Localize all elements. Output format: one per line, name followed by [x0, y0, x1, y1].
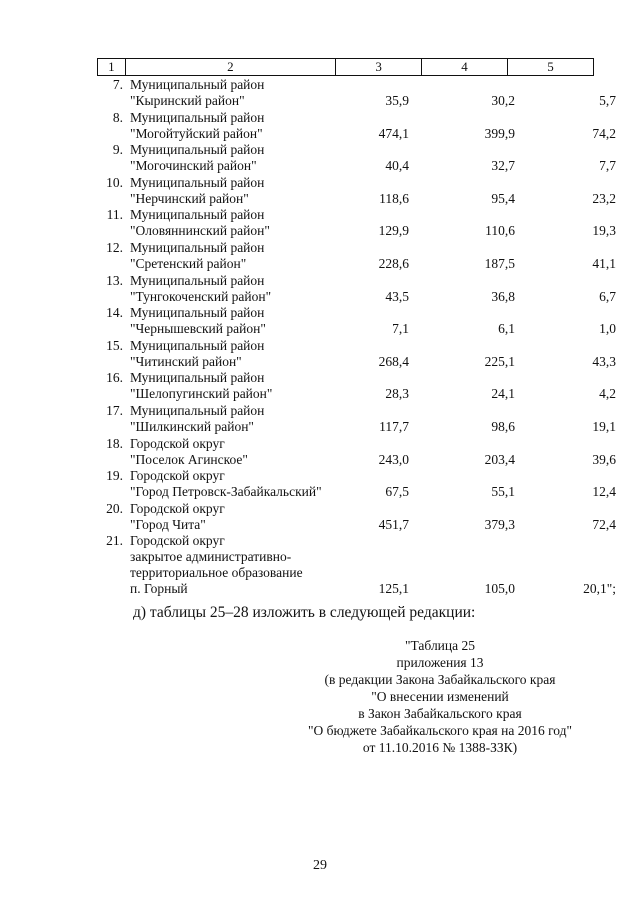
row-number: 21. — [106, 533, 123, 549]
municipality-name-line: Муниципальный район — [130, 142, 265, 158]
value-column-5: 23,2 — [592, 190, 616, 206]
value-column-3: 67,5 — [385, 484, 409, 500]
value-column-3: 268,4 — [378, 353, 409, 369]
table-row — [97, 77, 616, 110]
municipality-name-line: Муниципальный район — [130, 77, 265, 92]
value-column-4: 32,7 — [491, 158, 515, 174]
municipality-name-line: "Читинский район" — [130, 353, 242, 369]
table-row — [97, 435, 616, 469]
value-column-3: 118,6 — [379, 190, 409, 206]
value-column-3: 129,9 — [378, 223, 409, 239]
column-number-4: 4 — [422, 59, 508, 76]
caption-line: (в редакции Закона Забайкальского края — [324, 672, 556, 687]
municipality-name-line: Муниципальный район — [130, 207, 265, 223]
value-column-5: 12,4 — [592, 484, 616, 500]
value-column-4: 6,1 — [498, 321, 515, 337]
table-row — [97, 305, 616, 338]
value-column-3: 117,7 — [379, 418, 409, 434]
municipality-name-line: Муниципальный район — [130, 272, 265, 288]
row-number: 18. — [106, 435, 123, 451]
municipality-name-line: "Чернышевский район" — [130, 321, 266, 337]
row-number: 10. — [106, 174, 123, 190]
municipality-name-line: Муниципальный район — [130, 402, 265, 418]
municipality-name-line: "Тунгокоченский район" — [130, 288, 272, 304]
row-number: 17. — [106, 402, 123, 418]
value-column-5: 20,1"; — [583, 581, 616, 597]
value-column-5: 74,2 — [592, 125, 616, 141]
municipality-name-line: "Город Чита" — [130, 516, 206, 532]
row-number: 12. — [106, 239, 123, 255]
municipality-name — [130, 110, 360, 142]
municipality-name-line: Городской округ — [130, 468, 225, 484]
row-number: 15. — [106, 337, 123, 353]
amendment-paragraph: д) таблицы 25–28 изложить в следующей редакции: — [133, 604, 476, 621]
value-column-5: 43,3 — [592, 353, 616, 369]
value-column-5: 41,1 — [592, 255, 616, 271]
caption-line: в Закон Забайкальского края — [358, 706, 522, 721]
value-column-3: 451,7 — [378, 516, 409, 532]
value-column-5: 7,7 — [599, 158, 616, 174]
value-column-5: 5,7 — [599, 93, 616, 108]
value-column-3: 43,5 — [385, 288, 409, 304]
value-column-4: 95,4 — [491, 190, 515, 206]
value-column-3: 35,9 — [385, 93, 409, 108]
value-column-4: 105,0 — [484, 581, 515, 597]
municipality-name-line: "Шилкинский район" — [130, 418, 254, 434]
value-column-4: 36,8 — [491, 288, 515, 304]
value-column-4: 203,4 — [484, 451, 515, 467]
municipality-name — [130, 77, 360, 109]
caption-line: "Таблица 25 — [405, 638, 475, 653]
table-body — [97, 77, 616, 599]
table-caption — [300, 637, 580, 756]
value-column-4: 399,9 — [484, 125, 515, 141]
municipality-name-line: "Шелопугинский район" — [130, 386, 273, 402]
value-column-3: 40,4 — [385, 158, 409, 174]
value-column-4: 110,6 — [485, 223, 515, 239]
municipality-name-line: "Оловяннинский район" — [130, 223, 270, 239]
table-row — [97, 207, 616, 240]
value-column-5: 19,1 — [592, 418, 616, 434]
table-row — [97, 370, 616, 403]
municipality-name-line: Городской округ — [130, 500, 225, 516]
value-column-5: 72,4 — [592, 516, 616, 532]
municipality-name-line: Муниципальный район — [130, 337, 265, 353]
municipality-name-line: Муниципальный район — [130, 370, 265, 386]
table-row — [97, 109, 616, 143]
value-column-5: 1,0 — [599, 321, 616, 337]
municipality-name — [130, 240, 360, 272]
value-column-3: 228,6 — [378, 255, 409, 271]
table-row — [97, 468, 616, 501]
value-column-5: 39,6 — [592, 451, 616, 467]
municipality-name-line: Городской округ — [130, 435, 225, 451]
row-number: 19. — [106, 468, 123, 484]
row-number: 13. — [106, 272, 123, 288]
value-column-3: 474,1 — [378, 125, 409, 141]
municipality-name — [130, 273, 360, 305]
value-column-4: 379,3 — [484, 516, 515, 532]
row-number: 7. — [112, 77, 123, 92]
municipality-name — [130, 468, 360, 500]
table-row — [97, 533, 616, 599]
municipality-name — [130, 403, 360, 435]
municipality-name-line: "Город Петровск-Забайкальский" — [130, 484, 322, 500]
municipality-name — [130, 501, 360, 533]
value-column-4: 187,5 — [484, 255, 515, 271]
table-row — [97, 174, 616, 208]
value-column-3: 7,1 — [392, 321, 409, 337]
municipality-name-line: "Сретенский район" — [130, 255, 247, 271]
caption-line: от 11.10.2016 № 1388-ЗЗК) — [362, 740, 518, 755]
municipality-name-line: п. Горный — [130, 581, 188, 597]
table-row — [97, 337, 616, 371]
municipality-name-line: Городской округ — [130, 533, 225, 549]
municipality-name — [130, 305, 360, 337]
value-column-4: 24,1 — [491, 386, 515, 402]
table-header-row — [97, 58, 594, 76]
municipality-name-line: закрытое административно- — [130, 549, 292, 565]
municipality-name — [130, 370, 360, 402]
row-number: 20. — [106, 500, 123, 516]
value-column-3: 125,1 — [378, 581, 409, 597]
value-column-5: 19,3 — [592, 223, 616, 239]
table-row — [97, 500, 616, 534]
municipality-name — [130, 338, 360, 370]
value-column-3: 28,3 — [385, 386, 409, 402]
row-number: 16. — [106, 370, 123, 386]
municipality-name-line: "Могочинский район" — [130, 158, 257, 174]
value-column-5: 6,7 — [599, 288, 616, 304]
column-number-5: 5 — [508, 59, 594, 76]
municipality-name-line: территориальное образование — [130, 565, 303, 581]
value-column-4: 225,1 — [484, 353, 515, 369]
row-number: 8. — [112, 109, 123, 125]
municipality-name-line: "Нерчинский район" — [130, 190, 249, 206]
municipality-name — [130, 207, 360, 239]
caption-line: приложения 13 — [396, 655, 484, 670]
municipality-name-line: "Кыринский район" — [130, 93, 245, 108]
value-column-3: 243,0 — [378, 451, 409, 467]
municipality-name — [130, 175, 360, 207]
municipality-name-line: "Могойтуйский район" — [130, 125, 263, 141]
municipality-name — [130, 436, 360, 468]
municipality-name-line: Муниципальный район — [130, 239, 265, 255]
value-column-4: 55,1 — [491, 484, 515, 500]
row-number: 14. — [106, 305, 123, 321]
table-row — [97, 239, 616, 273]
value-column-4: 30,2 — [491, 93, 515, 108]
table-row — [97, 142, 616, 175]
value-column-5: 4,2 — [599, 386, 616, 402]
row-number: 11. — [106, 207, 123, 223]
table-row — [97, 402, 616, 436]
row-number: 9. — [112, 142, 123, 158]
value-column-4: 98,6 — [491, 418, 515, 434]
column-number-3: 3 — [336, 59, 422, 76]
municipality-name-line: "Поселок Агинское" — [130, 451, 248, 467]
column-number-1: 1 — [98, 59, 126, 76]
municipality-name-line: Муниципальный район — [130, 305, 265, 321]
column-number-2: 2 — [125, 59, 335, 76]
municipality-name — [130, 142, 360, 174]
table-row — [97, 272, 616, 306]
municipality-name-line: Муниципальный район — [130, 109, 265, 125]
municipality-name — [130, 533, 360, 597]
caption-line: "О бюджете Забайкальского края на 2016 год" — [307, 723, 573, 738]
page-number: 29 — [313, 858, 327, 873]
municipality-name-line: Муниципальный район — [130, 174, 265, 190]
caption-line: "О внесении изменений — [371, 689, 509, 704]
